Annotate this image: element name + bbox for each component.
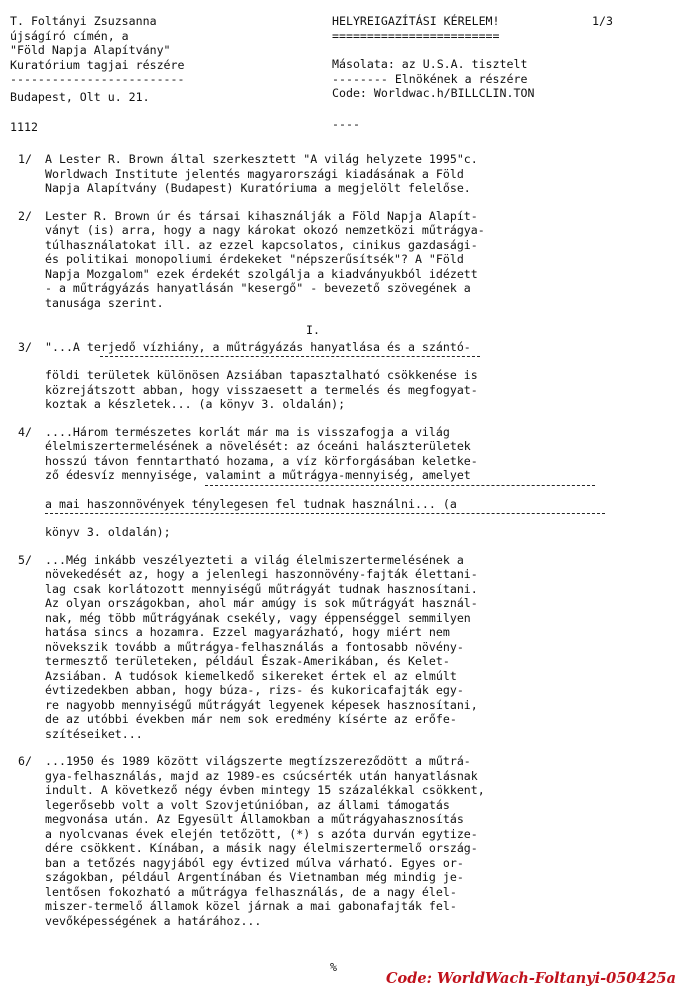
text-line: élelmiszertermelésének a növelését: az óceáni halászterületek (45, 439, 471, 453)
sender-line: Kuratórium tagjai részére (10, 57, 185, 72)
text-line: "...A terjedő vízhiány, a műtrágyázás hanyatlása és a szántó- (45, 339, 471, 354)
paragraph-3 (18, 340, 608, 412)
text-line: A Lester R. Brown által szerkesztett "A világ helyzete 1995"c. (45, 152, 478, 166)
paragraph-text (45, 209, 608, 311)
text-line: Lester R. Brown úr és társai kihasználják a Föld Napja Alapít- (45, 208, 478, 223)
paragraph-number: 2/ (18, 208, 32, 223)
text-line: évtizedekben abban, hogy búza-, rizs- és kukoricafajták egy- (45, 683, 464, 697)
text-line: növekszik tovább a műtrágya-felhasználás a fontosabb növény- (45, 639, 464, 654)
text-line: a mai haszonnövények ténylegesen fel tudnak használni... (a (45, 496, 457, 511)
request-block (332, 14, 610, 131)
section-label: I. (306, 323, 320, 337)
underline-rule (45, 513, 605, 520)
text-line: Napja Alapítvány (Budapest) Kuratóriuma a megjelölt felelőse. (45, 181, 471, 195)
paragraph-number: 5/ (18, 552, 32, 567)
text-line: ...Még inkább veszélyezteti a világ élelmiszertermelésének a (45, 552, 464, 567)
paragraph-number: 4/ (18, 424, 32, 439)
text-line: közrejátszott abban, hogy visszaesett a termelés és megfogyat- (45, 382, 478, 397)
underline-rule (205, 485, 595, 492)
paragraph-6 (18, 754, 608, 928)
text-line: vevőképességének a határához... (45, 913, 262, 928)
paragraph-1 (18, 152, 608, 196)
copy-line: -------- Elnökének a részére (332, 71, 528, 86)
underline-rule (100, 356, 480, 363)
text-line: megvonása után. Az Egyesült Államokban a műtrágyahasznosítás (45, 812, 464, 826)
request-tail-rule: ---- (332, 116, 360, 131)
text-line: koztak a készletek... (a könyv 3. oldalán); (45, 397, 346, 411)
text-line: ....Három természetes korlát már ma is visszafogja a világ (45, 424, 450, 439)
paragraph-text (45, 425, 608, 540)
text-line: ban a tetőzés nagyjából egy évtized múlva várható. Egyes or- (45, 855, 464, 870)
paragraph-text (45, 754, 608, 928)
text-line: növekedését az, hogy a jelenlegi haszonnövény-fajták élettani- (45, 567, 478, 581)
text-line: lag csak korlátozott mennyiségű műtrágyát tudnak hasznosítani. (45, 581, 478, 596)
text-line: Napja Mozgalom" ezek érdekét szolgálja a kiadványukból idézett (45, 266, 478, 281)
text-line: nak, még több műtrágyának csekély, vagy éppenséggel semmilyen (45, 610, 471, 625)
text-line: szítéseiket... (45, 726, 143, 741)
page-number: 1/3 (592, 14, 613, 28)
paragraph-text (45, 340, 608, 412)
text-line: hosszú távon fenntartható hozama, a víz körforgásában keletke- (45, 453, 478, 468)
sender-line: "Föld Napja Alapítvány" (10, 43, 171, 57)
paragraph-5 (18, 553, 608, 742)
sender-zip: 1112 (10, 120, 38, 134)
document-body (18, 152, 608, 941)
sender-line: újságíró címén, a (10, 28, 129, 43)
sender-address: Budapest, Olt u. 21. (10, 89, 150, 104)
paragraph-4 (18, 425, 608, 540)
paragraph-number: 3/ (18, 339, 32, 354)
text-line: termesztő területeken, például Észak-Amerikában, és Kelet- (45, 654, 450, 668)
request-title: HELYREIGAZÍTÁSI KÉRELEM! (332, 14, 500, 28)
text-line: Az olyan országokban, ahol már amúgy is sok műtrágyát használ- (45, 596, 478, 610)
paragraph-number: 1/ (18, 152, 32, 166)
text-line: ző édesvíz mennyisége, valamint a műtrágya-mennyiség, amelyet (45, 468, 471, 482)
text-line: legerősebb volt a volt Szovjetúnióban, az állami támogatás (45, 797, 450, 812)
text-line: ...1950 és 1989 között világszerte megtízszereződött a műtrá- (45, 754, 471, 768)
paragraph-text (45, 152, 608, 196)
text-line: szágokban, például Argentínában és Vietnamban még mindig je- (45, 870, 464, 884)
text-line: miszer-termelő államok közel járnak a mai gabonafajták fel- (45, 899, 457, 913)
text-line: Worldwach Institute jelentés magyarországi kiadásának a Föld (45, 166, 464, 181)
text-line: gya-felhasználás, majd az 1989-es csúcsérték után hanyatlásnak (45, 768, 478, 783)
text-line: Azsiában. A tudósok kiemelkedő sikereket értek el az elmúlt (45, 668, 457, 683)
code-stamp: Code: WorldWach-Foltanyi-050425a (386, 970, 676, 987)
text-line: ványt (is) arra, hogy a nagy károkat okozó nemzetközi műtrágya- (45, 223, 485, 237)
copy-line: Másolata: az U.S.A. tisztelt (332, 57, 528, 71)
text-line: dére csökkent. Kínában, a másik nagy élelmiszertermelő ország- (45, 841, 478, 855)
text-line: re nagyobb mennyiségű műtrágyát legyenek képesek hasznosítani, (45, 697, 478, 712)
sender-line: T. Foltányi Zsuzsanna (10, 14, 157, 28)
text-line: de az utóbbi években már nem sok eredmény kísérte az erőfe- (45, 712, 457, 726)
sender-block (10, 14, 300, 135)
sender-rule: ------------------------- (10, 72, 185, 86)
text-line: túlhasználatokat ill. az ezzel kapcsolatos, cinikus gazdasági- (45, 237, 478, 252)
text-line: könyv 3. oldalán); (45, 525, 171, 539)
text-line: földi területek különösen Azsiában tapasztalható csökkenése is (45, 368, 478, 382)
paragraph-2 (18, 209, 608, 311)
paragraph-text (45, 553, 608, 742)
footer-mark: % (330, 960, 337, 974)
text-line: és politikai monopoliumi érdekeket "népszerűsítsék"? A "Föld (45, 252, 464, 266)
text-line: hatása sincs a hozamra. Ezzel magyarázható, hogy miért nem (45, 625, 450, 639)
text-line: - a műtrágyázás hanyatlásán "kesergő" - bevezető szövegének a (45, 281, 471, 295)
text-line: a nyolcvanas évek elején tetőzött, (*) s azóta durván egytize- (45, 826, 478, 841)
copy-line: Code: Worldwac.h/BILLCLIN.TON (332, 86, 535, 100)
text-line: indult. A következő négy évben mintegy 15 százalékkal csökkent, (45, 783, 485, 797)
text-line: lentősen fokozható a műtrágya felhasználás, de a nagy élel- (45, 884, 457, 899)
text-line: tanusága szerint. (45, 295, 164, 310)
request-title-rule: ======================== (332, 28, 500, 43)
paragraph-number: 6/ (18, 754, 32, 768)
